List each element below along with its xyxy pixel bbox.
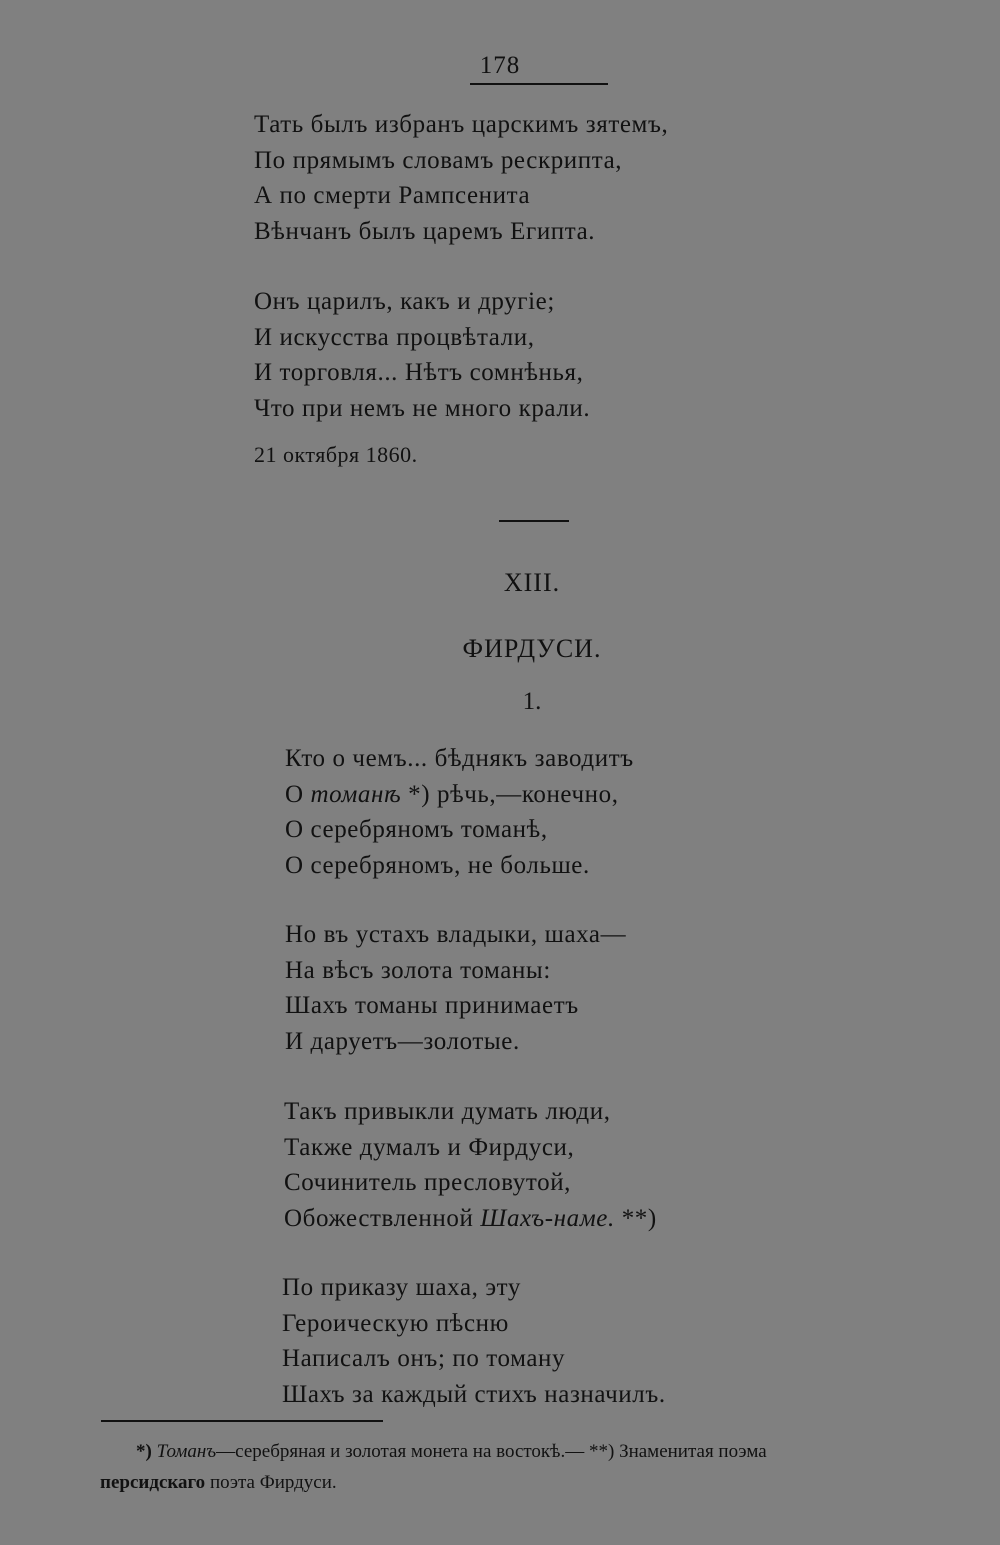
verse-line: На вѣсъ золота томаны: (285, 956, 551, 984)
verse-line: Тать былъ избранъ царскимъ зятемъ, (254, 111, 669, 138)
section-divider (499, 520, 569, 522)
verse-text: Обожествленной (284, 1204, 481, 1232)
date-line: 21 октября 1860. (254, 442, 418, 467)
stanza-2 (254, 284, 590, 426)
verse-line: И даруетъ—золотые. (285, 1027, 520, 1055)
verse-line: Кто о чемъ... бѣднякъ заводитъ (285, 745, 634, 772)
verse-line: И искусства процвѣтали, (254, 323, 535, 351)
verse-line: О серебряномъ, не больше. (285, 851, 590, 879)
verse-line: Вѣнчанъ былъ царемъ Египта. (254, 217, 596, 245)
footnote-line (100, 1436, 960, 1467)
footnote-text: —серебряная и золотая монета на востокѣ.— (216, 1441, 589, 1462)
verse-line: Написалъ онъ; по томану (282, 1345, 566, 1372)
verse-line: Шахъ томаны принимаетъ (285, 992, 579, 1019)
verse-line: Также думалъ и Фирдуси, (284, 1133, 575, 1161)
footnote-marker: *) (136, 1441, 157, 1462)
verse-line: По приказу шаха, эту (282, 1274, 521, 1301)
verse-line: Шахъ за каждый стихъ назначилъ. (282, 1380, 666, 1408)
footnote-line (100, 1467, 960, 1498)
page-number-rule (470, 83, 608, 85)
verse-line: И торговля... Нѣтъ сомнѣнья, (254, 359, 584, 386)
verse-line: Но въ устахъ владыки, шаха— (285, 921, 627, 948)
stanza-6 (282, 1270, 666, 1412)
verse-line: А по смерти Рампсенита (254, 182, 531, 209)
section-number: XIII. (503, 568, 561, 597)
verse-text: О (285, 780, 311, 808)
stanza-4 (285, 917, 626, 1059)
verse-line: По прямымъ словамъ рескрипта, (254, 146, 623, 174)
footnote-marker: **) (588, 1441, 620, 1462)
verse-text: *) рѣчь,—конечно, (401, 780, 619, 808)
verse-line: Такъ привыкли думать люди, (284, 1098, 611, 1125)
verse-line: Онъ царилъ, какъ и другіе; (254, 288, 555, 315)
footnote-term: томанѣ (310, 780, 402, 808)
footnote (100, 1436, 960, 1498)
verse-line: О серебряномъ томанѣ, (285, 816, 548, 843)
page-number: 178 (479, 52, 521, 79)
verse-line: Героическую пѣсню (282, 1309, 509, 1337)
footnote-rule (101, 1420, 383, 1422)
verse-line: Что при немъ не много крали. (254, 394, 591, 422)
verse-text: **) (614, 1204, 657, 1232)
verse-line: Сочинитель пресловутой, (284, 1169, 572, 1196)
footnote-term: Томанъ (156, 1441, 217, 1462)
poem-title: ФИРДУСИ. (462, 634, 602, 663)
book-title: Шахъ-наме. (480, 1204, 615, 1232)
footnote-text: персидскаго (100, 1472, 206, 1493)
part-number: 1. (522, 688, 542, 715)
stanza-1 (254, 107, 668, 249)
footnote-text: поэта Фирдуси. (205, 1472, 337, 1493)
verse-line (285, 777, 634, 813)
footnote-text: Знаменитая поэма (619, 1441, 767, 1462)
stanza-5 (284, 1094, 657, 1236)
stanza-3 (285, 741, 634, 883)
verse-line (284, 1201, 657, 1237)
